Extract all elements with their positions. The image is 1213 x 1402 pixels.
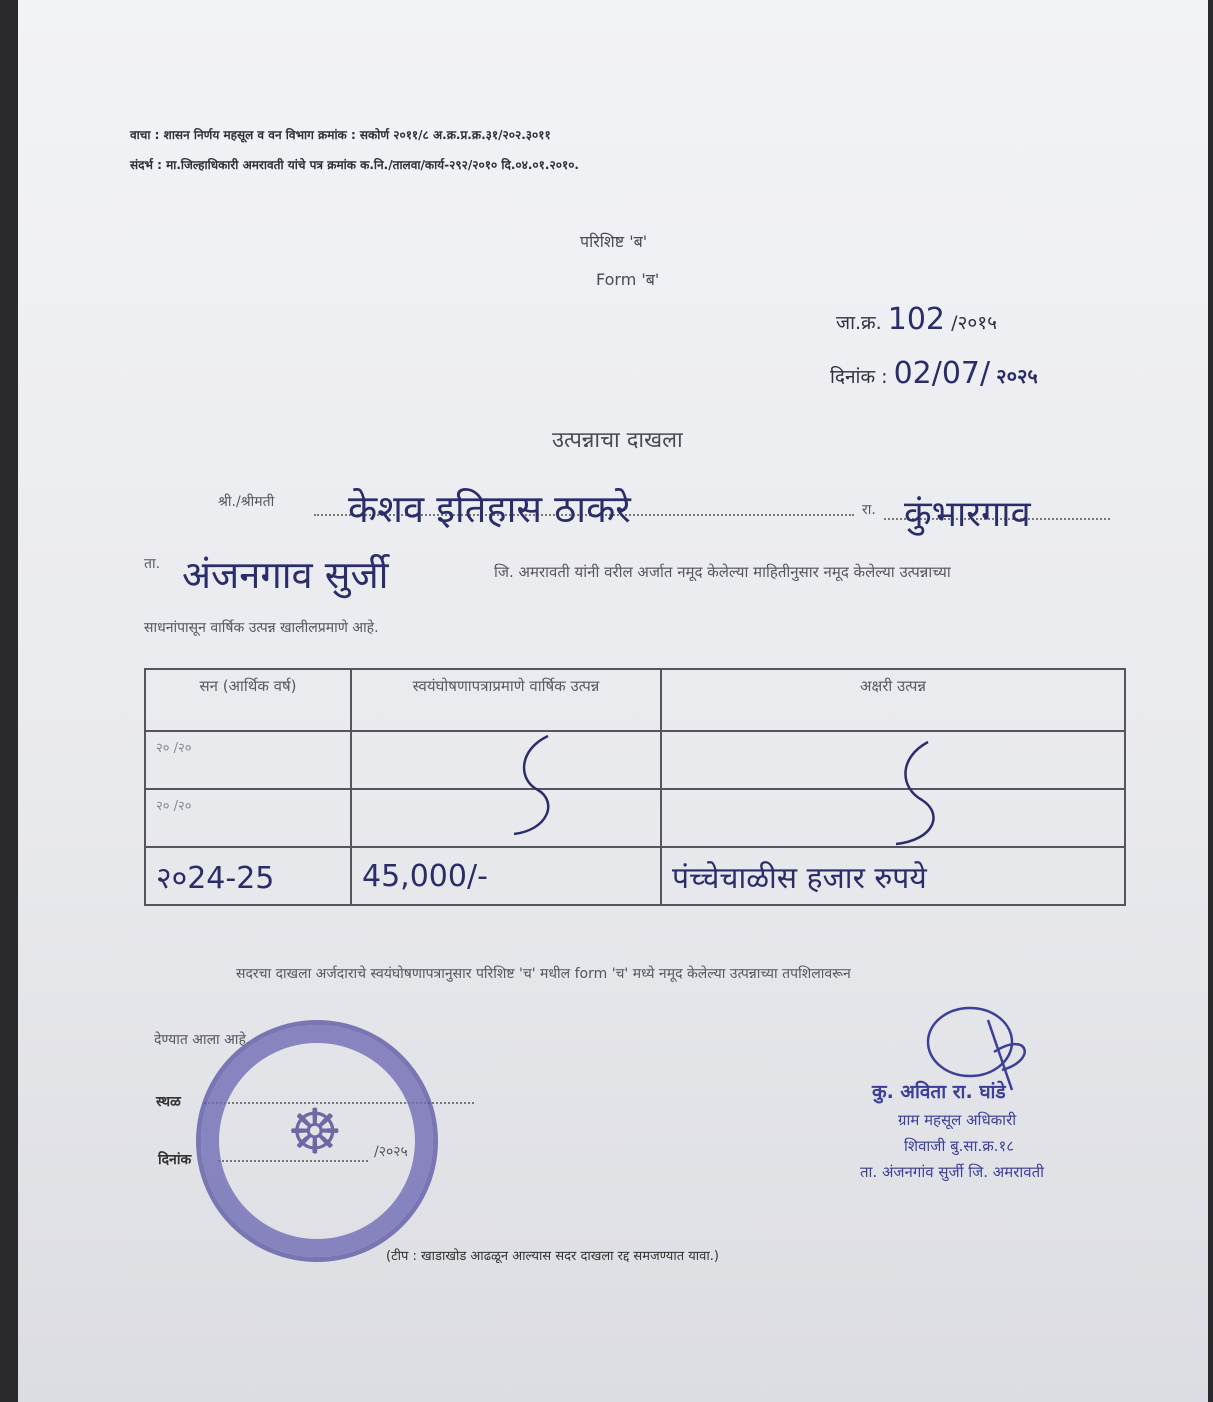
table-header-row — [145, 669, 1125, 731]
footer-statement: सदरचा दाखला अर्जदाराचे स्वयंघोषणापत्रानुसार परिशिष्ट 'च' मधील form 'च' मध्ये नमूद केलेल्या उत्पन्नाच्या तपशिलावरून — [236, 966, 851, 982]
applicant-name: केशव इतिहास ठाकरे — [348, 487, 631, 531]
table-row — [145, 789, 1125, 847]
date-label-footer: दिनांक — [158, 1152, 192, 1168]
applicant-residence: कुंभारगाव — [904, 494, 1031, 535]
blank-row-strike-1 — [508, 730, 568, 840]
row-income — [351, 789, 661, 847]
row-income: 45,000/- — [351, 847, 661, 905]
outward-number: 102 — [887, 302, 946, 337]
header-year: सन (आर्थिक वर्ष) — [145, 669, 351, 731]
certificate-page — [18, 0, 1208, 1402]
appendix-label: परिशिष्ट 'ब' — [580, 232, 648, 251]
row-income — [351, 731, 661, 789]
outward-year: /२०१५ — [951, 312, 997, 334]
declaration-text-2: साधनांपासून वार्षिक उत्पन्न खालीलप्रमाणे आहे. — [144, 620, 379, 636]
place-label: स्थळ — [156, 1094, 181, 1110]
row-words: पंच्चेचाळीस हजार रुपये — [661, 847, 1125, 905]
signatory-office: शिवाजी बु.सा.क्र.१८ — [904, 1137, 1015, 1155]
income-table — [144, 668, 1126, 906]
applicant-prefix: श्री./श्रीमती — [218, 494, 275, 510]
date-label: दिनांक : — [830, 366, 888, 388]
emblem-icon: ☸ — [287, 1095, 343, 1168]
taluka-label: ता. — [144, 556, 161, 572]
form-label: Form 'ब' — [596, 270, 660, 289]
declaration-text: जि. अमरावती यांनी वरील अर्जात नमूद केलेल्या माहितीनुसार नमूद केलेल्या उत्पन्नाच्या — [494, 563, 951, 581]
date-suffix: /२०२५ — [374, 1144, 408, 1160]
reference-line-1: वाचा : शासन निर्णय महसूल व वन विभाग क्रमांक : सकोर्ण २०११/८ अ.क्र.प्र.क्र.३१/२०२.३०११ — [130, 128, 551, 142]
applicant-taluka: अंजनगाव सुर्जी — [182, 553, 389, 597]
outward-number-row — [836, 302, 997, 337]
signatory-district: ता. अंजनगांव सुर्जी जि. अमरावती — [860, 1163, 1045, 1181]
blank-row-strike-2 — [888, 738, 958, 848]
date-row — [830, 356, 1038, 391]
header-income: स्वयंघोषणापत्राप्रमाणे वार्षिक उत्पन्न — [351, 669, 661, 731]
date-value: 02/07/ — [893, 356, 991, 391]
signatory-name: कु. अविता रा. घांडे — [872, 1081, 1006, 1103]
note-text: (टीप : खाडाखोड आढळून आल्यास सदर दाखला रद्द समजण्यात यावा.) — [386, 1249, 719, 1264]
certificate-title: उत्पन्नाचा दाखला — [552, 428, 683, 453]
residence-label: रा. — [862, 502, 876, 518]
reference-line-2: संदर्भ : मा.जिल्हाधिकारी अमरावती यांचे पत्र क्रमांक क.नि./तालवा/कार्य-२९२/२०१० दि.०४.०१.२०१०. — [130, 158, 579, 172]
row-year: २०24-25 — [145, 847, 351, 905]
signatory-designation: ग्राम महसूल अधिकारी — [898, 1111, 1017, 1129]
header-words: अक्षरी उत्पन्न — [661, 669, 1125, 731]
official-seal — [196, 1020, 438, 1262]
table-row — [145, 731, 1125, 789]
date-year: २०२५ — [996, 364, 1038, 388]
table-row — [145, 847, 1125, 905]
given-label: देण्यात आला आहे. — [154, 1032, 251, 1048]
outward-label: जा.क्र. — [836, 312, 882, 334]
row-year: २० /२० — [145, 731, 351, 789]
row-year: २० /२० — [145, 789, 351, 847]
